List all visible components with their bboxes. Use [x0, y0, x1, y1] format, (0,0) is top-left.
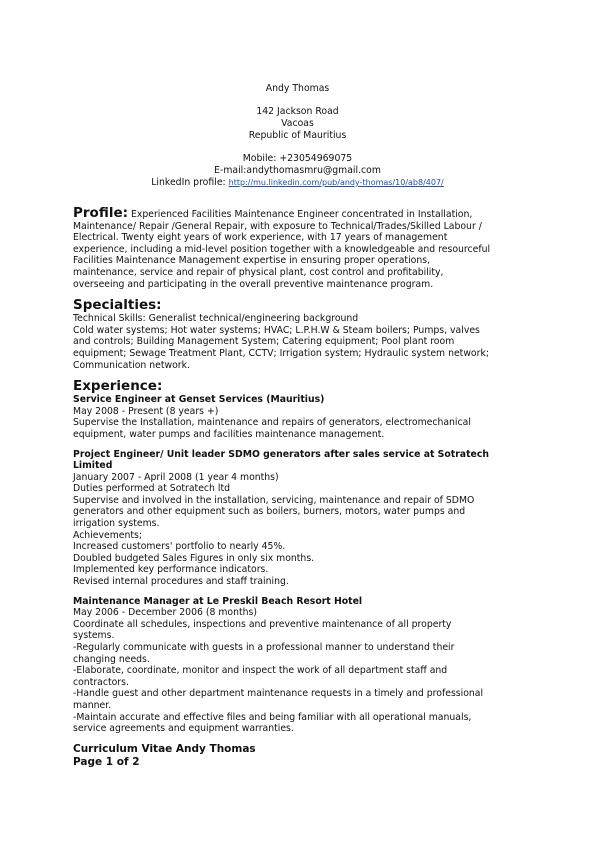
linkedin-label: LinkedIn profile: [151, 176, 229, 188]
job-title: Project Engineer/ Unit leader SDMO generators after sales service at Sotratech [73, 448, 489, 460]
job-text: -Elaborate, coordinate, monitor and inspect the work of all department staff and [73, 665, 448, 677]
profile-text: Experienced Facilities Maintenance Engineer concentrated in Installation, [128, 209, 473, 220]
experience-section [73, 379, 523, 735]
job-text: -Regularly communicate with guests in a professional manner to understand their [73, 642, 455, 653]
job-text: -Handle guest and other department maintenance requests in a timely and professional [73, 688, 484, 700]
specialties-text: Cold water systems; Hot water systems; HVAC; L.P.H.W & Steam boilers; Pumps, valves [73, 324, 480, 336]
job-text: equipment, water pumps and facilities maintenance management. [73, 428, 385, 440]
specialties-text: Communication network. [73, 359, 190, 371]
specialties-section [73, 298, 523, 371]
job-text: May 2008 - Present (8 years +) [73, 405, 219, 417]
job-text: Supervise and involved in the installation, servicing, maintenance and repair of SDMO [73, 494, 475, 506]
job-title: Maintenance Manager at Le Preskil Beach Resort Hotel [73, 595, 363, 607]
mobile-number: Mobile: +23054969075 [242, 153, 353, 165]
profile-text: Electrical. Twenty eight years of work experience, with 17 years of management [73, 232, 448, 244]
job-text: January 2007 - April 2008 (1 year 4 months) [73, 471, 279, 483]
job-text: Achievements; [73, 529, 143, 541]
resume-body [73, 205, 523, 769]
job-text: systems. [73, 630, 115, 642]
specialties-text: equipment; Sewage Treatment Plant, CCTV; Irrigation system; Hydraulic system network; [73, 347, 489, 359]
job-text: generators and other equipment such as boilers, burners, motors, water pumps and [73, 506, 466, 518]
footer-title: Curriculum Vitae Andy Thomas [73, 742, 256, 755]
job-text: Revised internal procedures and staff training. [73, 576, 289, 588]
job-text: manner. [73, 699, 112, 711]
specialties-heading: Specialties: [73, 297, 162, 314]
profile-text: experience, including a mid-level position together with a knowledgeable and resourceful [73, 243, 491, 255]
profile-text: overseeing and participating in the overall preventive maintenance program. [73, 278, 434, 290]
job-entry [73, 394, 523, 440]
job-text: -Maintain accurate and effective files and being familiar with all operational manuals, [73, 711, 472, 723]
specialties-text: and controls; Building Management System; Catering equipment; Pool plant room [73, 336, 455, 348]
linkedin-link[interactable]: http://mu.linkedin.com/pub/andy-thomas/10/ab8/407/ [228, 177, 444, 187]
email-address: E-mail:andythomasmru@gmail.com [214, 164, 381, 176]
job-text: irrigation systems. [73, 518, 160, 530]
job-title: Limited [73, 460, 113, 472]
job-text: Implemented key performance indicators. [73, 564, 269, 576]
job-text: Duties performed at Sotratech ltd [73, 483, 230, 495]
profile-section [73, 205, 523, 290]
linkedin-row [0, 177, 595, 189]
job-text: service agreements and equipment warranties. [73, 723, 294, 735]
page-footer [73, 743, 523, 769]
profile-text: Maintenance/ Repair /General Repair, with exposure to Technical/Trades/Skilled Labour / [73, 220, 482, 232]
job-text: changing needs. [73, 653, 150, 665]
job-entry [73, 449, 523, 588]
candidate-name: Andy Thomas [265, 83, 330, 94]
job-text: Increased customers' portfolio to nearly 45%. [73, 541, 286, 553]
job-text: contractors. [73, 676, 129, 688]
page-number: Page 1 of 2 [73, 755, 140, 768]
address-line: 142 Jackson Road [256, 106, 339, 118]
specialties-text: Technical Skills: Generalist technical/engineering background [73, 313, 359, 325]
job-text: May 2006 - December 2006 (8 months) [73, 607, 258, 619]
job-entry [73, 596, 523, 735]
experience-heading: Experience: [73, 378, 163, 395]
profile-text: maintenance, service and repair of physical plant, cost control and profitability, [73, 266, 444, 278]
job-text: Coordinate all schedules, inspections and preventive maintenance of all property [73, 618, 452, 630]
profile-heading: Profile: [73, 205, 129, 221]
contact-header [0, 83, 595, 188]
profile-text: Facilities Maintenance Management expertise in ensuring proper operations, [73, 255, 431, 267]
job-title: Service Engineer at Genset Services (Mauritius) [73, 394, 325, 406]
job-text: Supervise the Installation, maintenance and repairs of generators, electromechanical [73, 417, 471, 429]
address-line: Republic of Mauritius [248, 129, 347, 141]
job-text: Doubled budgeted Sales Figures in only six months. [73, 552, 315, 564]
address-line: Vacoas [281, 118, 314, 130]
